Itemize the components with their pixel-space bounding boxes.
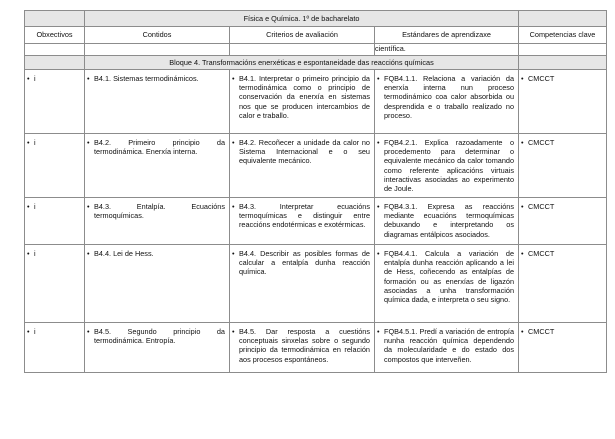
bullet-icon: • xyxy=(521,327,524,336)
curriculum-table xyxy=(24,10,607,373)
content-cell xyxy=(85,198,230,245)
criteria-cell xyxy=(230,323,375,373)
objective-text: i xyxy=(34,202,36,211)
bullet-icon: • xyxy=(232,249,235,258)
objective-cell xyxy=(25,70,85,134)
competence-cell xyxy=(519,245,607,323)
criteria-cell xyxy=(230,70,375,134)
competence-text: CMCCT xyxy=(528,249,555,258)
content-text: B4.3. Entalpía. Ecuacións termoquímicas. xyxy=(94,202,225,221)
header-criterios: Criterios de avaliación xyxy=(230,27,375,44)
objective-cell xyxy=(25,198,85,245)
competence-cell xyxy=(519,70,607,134)
standard-text: FQB4.3.1. Expresa as reaccións mediante ecuacións termoquímicas debuxando e interpretando os diagramas entálpicos asociados. xyxy=(384,202,515,239)
bullet-icon: • xyxy=(87,74,90,83)
table-row xyxy=(25,134,607,198)
competence-cell xyxy=(519,134,607,198)
bullet-icon: • xyxy=(27,202,30,211)
bullet-icon: • xyxy=(521,249,524,258)
content-cell xyxy=(85,245,230,323)
objective-cell xyxy=(25,134,85,198)
standard-text: FQB4.5.1. Predí a variación de entropía nunha reacción química dependendo da molecularidade e do estado dos compostos que interveñen. xyxy=(384,327,515,364)
header-obxectivos: Obxectivos xyxy=(25,27,85,44)
standard-cell xyxy=(375,323,519,373)
table-title: Física e Química. 1º de bacharelato xyxy=(85,11,519,27)
block-title: Bloque 4. Transformacións enerxéticas e espontaneidade das reaccións químicas xyxy=(85,56,519,70)
header-competencias: Competencias clave xyxy=(519,27,607,44)
bullet-icon: • xyxy=(521,138,524,147)
criteria-text: B4.2. Recoñecer a unidade da calor no Sistema Internacional e o seu equivalente mecánico. xyxy=(239,138,370,166)
content-cell xyxy=(85,134,230,198)
block-row xyxy=(25,56,607,70)
standard-cell xyxy=(375,134,519,198)
table-row xyxy=(25,70,607,134)
continuation-text: científica. xyxy=(375,44,519,56)
content-text: B4.5. Segundo principio da termodinámica. Entropía. xyxy=(94,327,225,346)
header-contidos: Contidos xyxy=(85,27,230,44)
bullet-icon: • xyxy=(377,138,380,147)
objective-text: i xyxy=(34,249,36,258)
bullet-icon: • xyxy=(377,327,380,336)
content-cell xyxy=(85,323,230,373)
criteria-text: B4.4. Describir as posibles formas de calcular a entalpía dunha reacción química. xyxy=(239,249,370,277)
competence-text: CMCCT xyxy=(528,327,555,336)
content-text: B4.4. Lei de Hess. xyxy=(94,249,154,258)
bullet-icon: • xyxy=(377,249,380,258)
bullet-icon: • xyxy=(232,327,235,336)
competence-cell xyxy=(519,198,607,245)
standard-cell xyxy=(375,70,519,134)
standard-text: FQB4.2.1. Explica razoadamente o procedemento para determinar o equivalente mecánico da calor tomando como referente aplicacións virtuais interactivas asociadas ao experimento de Joule. xyxy=(384,138,515,194)
criteria-text: B4.3. Interpretar ecuacións termoquímicas e distinguir entre reaccións endotérmicas e exotérmicas. xyxy=(239,202,370,230)
header-estandares: Estándares de aprendizaxe xyxy=(375,27,519,44)
objective-cell xyxy=(25,323,85,373)
header-row xyxy=(25,27,607,44)
competence-text: CMCCT xyxy=(528,74,555,83)
bullet-icon: • xyxy=(27,74,30,83)
criteria-cell xyxy=(230,134,375,198)
corner-cell xyxy=(25,11,85,27)
objective-text: i xyxy=(34,138,36,147)
table-row xyxy=(25,198,607,245)
table-row xyxy=(25,323,607,373)
bullet-icon: • xyxy=(27,138,30,147)
content-cell xyxy=(85,70,230,134)
standard-text: FQB4.4.1. Calcula a variación de entalpía dunha reacción aplicando a lei de Hess, coñecendo as entalpías de formación ou as enerxías de ligazón asociadas a unha transformación química dada, e interpreta o seu signo. xyxy=(384,249,515,305)
standard-text: FQB4.1.1. Relaciona a variación da enerxía interna nun proceso termodinámico coa calor absorbida ou desprendida e o traballo realizado no proceso. xyxy=(384,74,515,120)
bullet-icon: • xyxy=(232,74,235,83)
bullet-icon: • xyxy=(521,74,524,83)
bullet-icon: • xyxy=(27,327,30,336)
objective-text: i xyxy=(34,74,36,83)
bullet-icon: • xyxy=(87,202,90,211)
criteria-cell xyxy=(230,245,375,323)
corner-cell xyxy=(519,11,607,27)
objective-cell xyxy=(25,245,85,323)
continuation-row xyxy=(25,44,607,56)
bullet-icon: • xyxy=(87,249,90,258)
standard-cell xyxy=(375,245,519,323)
criteria-text: B4.1. Interpretar o primeiro principio da termodinámica como o principio de conservación da enerxía en sistemas nos que se producen intercambios de calor e traballo. xyxy=(239,74,370,120)
bullet-icon: • xyxy=(87,327,90,336)
competence-text: CMCCT xyxy=(528,202,555,211)
bullet-icon: • xyxy=(87,138,90,147)
content-text: B4.1. Sistemas termodinámicos. xyxy=(94,74,199,83)
title-row xyxy=(25,11,607,27)
competence-cell xyxy=(519,323,607,373)
bullet-icon: • xyxy=(232,138,235,147)
standard-cell xyxy=(375,198,519,245)
bullet-icon: • xyxy=(377,74,380,83)
bullet-icon: • xyxy=(377,202,380,211)
content-text: B4.2. Primeiro principio da termodinámica. Enerxía interna. xyxy=(94,138,225,157)
competence-text: CMCCT xyxy=(528,138,555,147)
table-row xyxy=(25,245,607,323)
bullet-icon: • xyxy=(521,202,524,211)
objective-text: i xyxy=(34,327,36,336)
criteria-cell xyxy=(230,198,375,245)
bullet-icon: • xyxy=(27,249,30,258)
bullet-icon: • xyxy=(232,202,235,211)
criteria-text: B4.5. Dar resposta a cuestións conceptuais sinxelas sobre o segundo principio da termodinámica en relación aos procesos espontáneos. xyxy=(239,327,370,364)
